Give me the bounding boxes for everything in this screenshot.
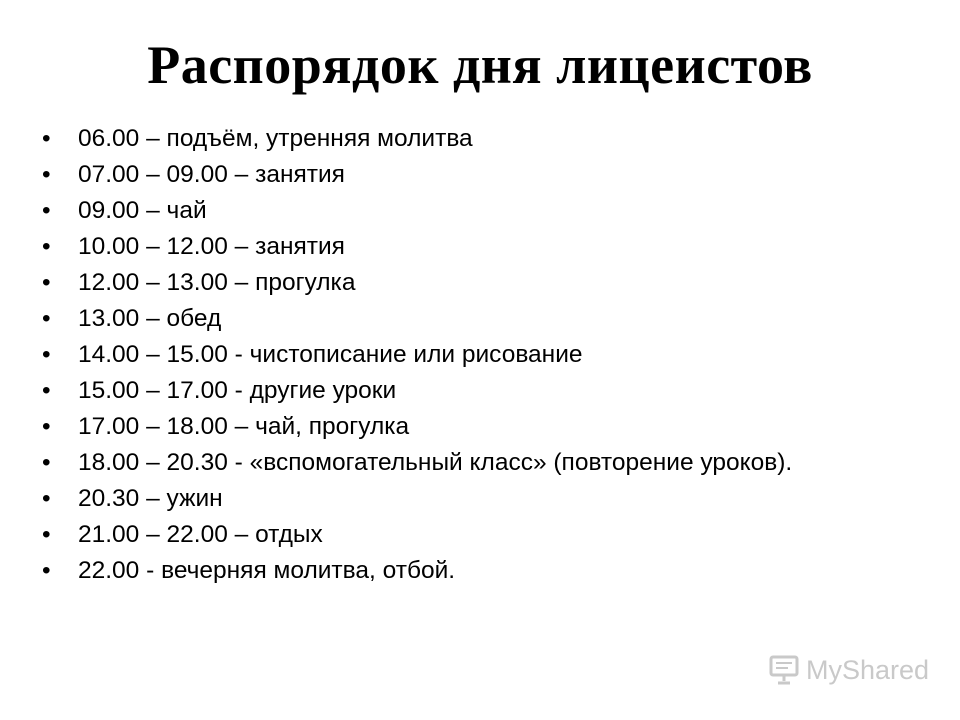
list-item — [42, 376, 922, 405]
list-item-text: 22.00 - вечерняя молитва, отбой. — [78, 557, 456, 584]
list-item-text: 14.00 – 15.00 - чистописание или рисование — [78, 341, 583, 368]
list-item — [42, 160, 922, 189]
list-item — [42, 268, 922, 297]
list-item — [42, 124, 922, 153]
list-item — [42, 556, 922, 585]
watermark — [768, 655, 929, 685]
bullet: • — [42, 485, 51, 512]
list-item — [42, 520, 922, 549]
list-item-text: 13.00 – обед — [78, 305, 222, 332]
bullet: • — [42, 449, 51, 476]
bullet: • — [42, 413, 51, 440]
list-item-text: 09.00 – чай — [78, 197, 207, 224]
bullet: • — [42, 305, 51, 332]
list-item-text: 07.00 – 09.00 – занятия — [78, 161, 345, 188]
bullet: • — [42, 233, 51, 260]
list-item — [42, 304, 922, 333]
list-item-text: 18.00 – 20.30 - «вспомогательный класс» (повторение уроков). — [78, 449, 793, 476]
list-item-text: 21.00 – 22.00 – отдых — [78, 521, 323, 548]
list-item-text: 17.00 – 18.00 – чай, прогулка — [78, 413, 410, 440]
list-item — [42, 232, 922, 261]
bullet: • — [42, 557, 51, 584]
bullet: • — [42, 161, 51, 188]
list-item — [42, 448, 922, 477]
list-item — [42, 196, 922, 225]
bullet: • — [42, 197, 51, 224]
list-item — [42, 412, 922, 441]
bullet: • — [42, 125, 51, 152]
list-item-text: 15.00 – 17.00 - другие уроки — [78, 377, 397, 404]
bullet: • — [42, 341, 51, 368]
list-item-text: 06.00 – подъём, утренняя молитва — [78, 125, 473, 152]
bullet: • — [42, 377, 51, 404]
watermark-text: MyShared — [806, 655, 930, 685]
presentation-board-icon — [768, 655, 800, 685]
list-item-text: 12.00 – 13.00 – прогулка — [78, 269, 356, 296]
bullet: • — [42, 521, 51, 548]
list-item — [42, 484, 922, 513]
list-item-text: 20.30 – ужин — [78, 485, 223, 512]
slide-title: Распорядок дня лицеистов — [147, 35, 813, 95]
list-item — [42, 340, 922, 369]
bullet: • — [42, 269, 51, 296]
list-item-text: 10.00 – 12.00 – занятия — [78, 233, 345, 260]
schedule-list — [42, 124, 922, 592]
